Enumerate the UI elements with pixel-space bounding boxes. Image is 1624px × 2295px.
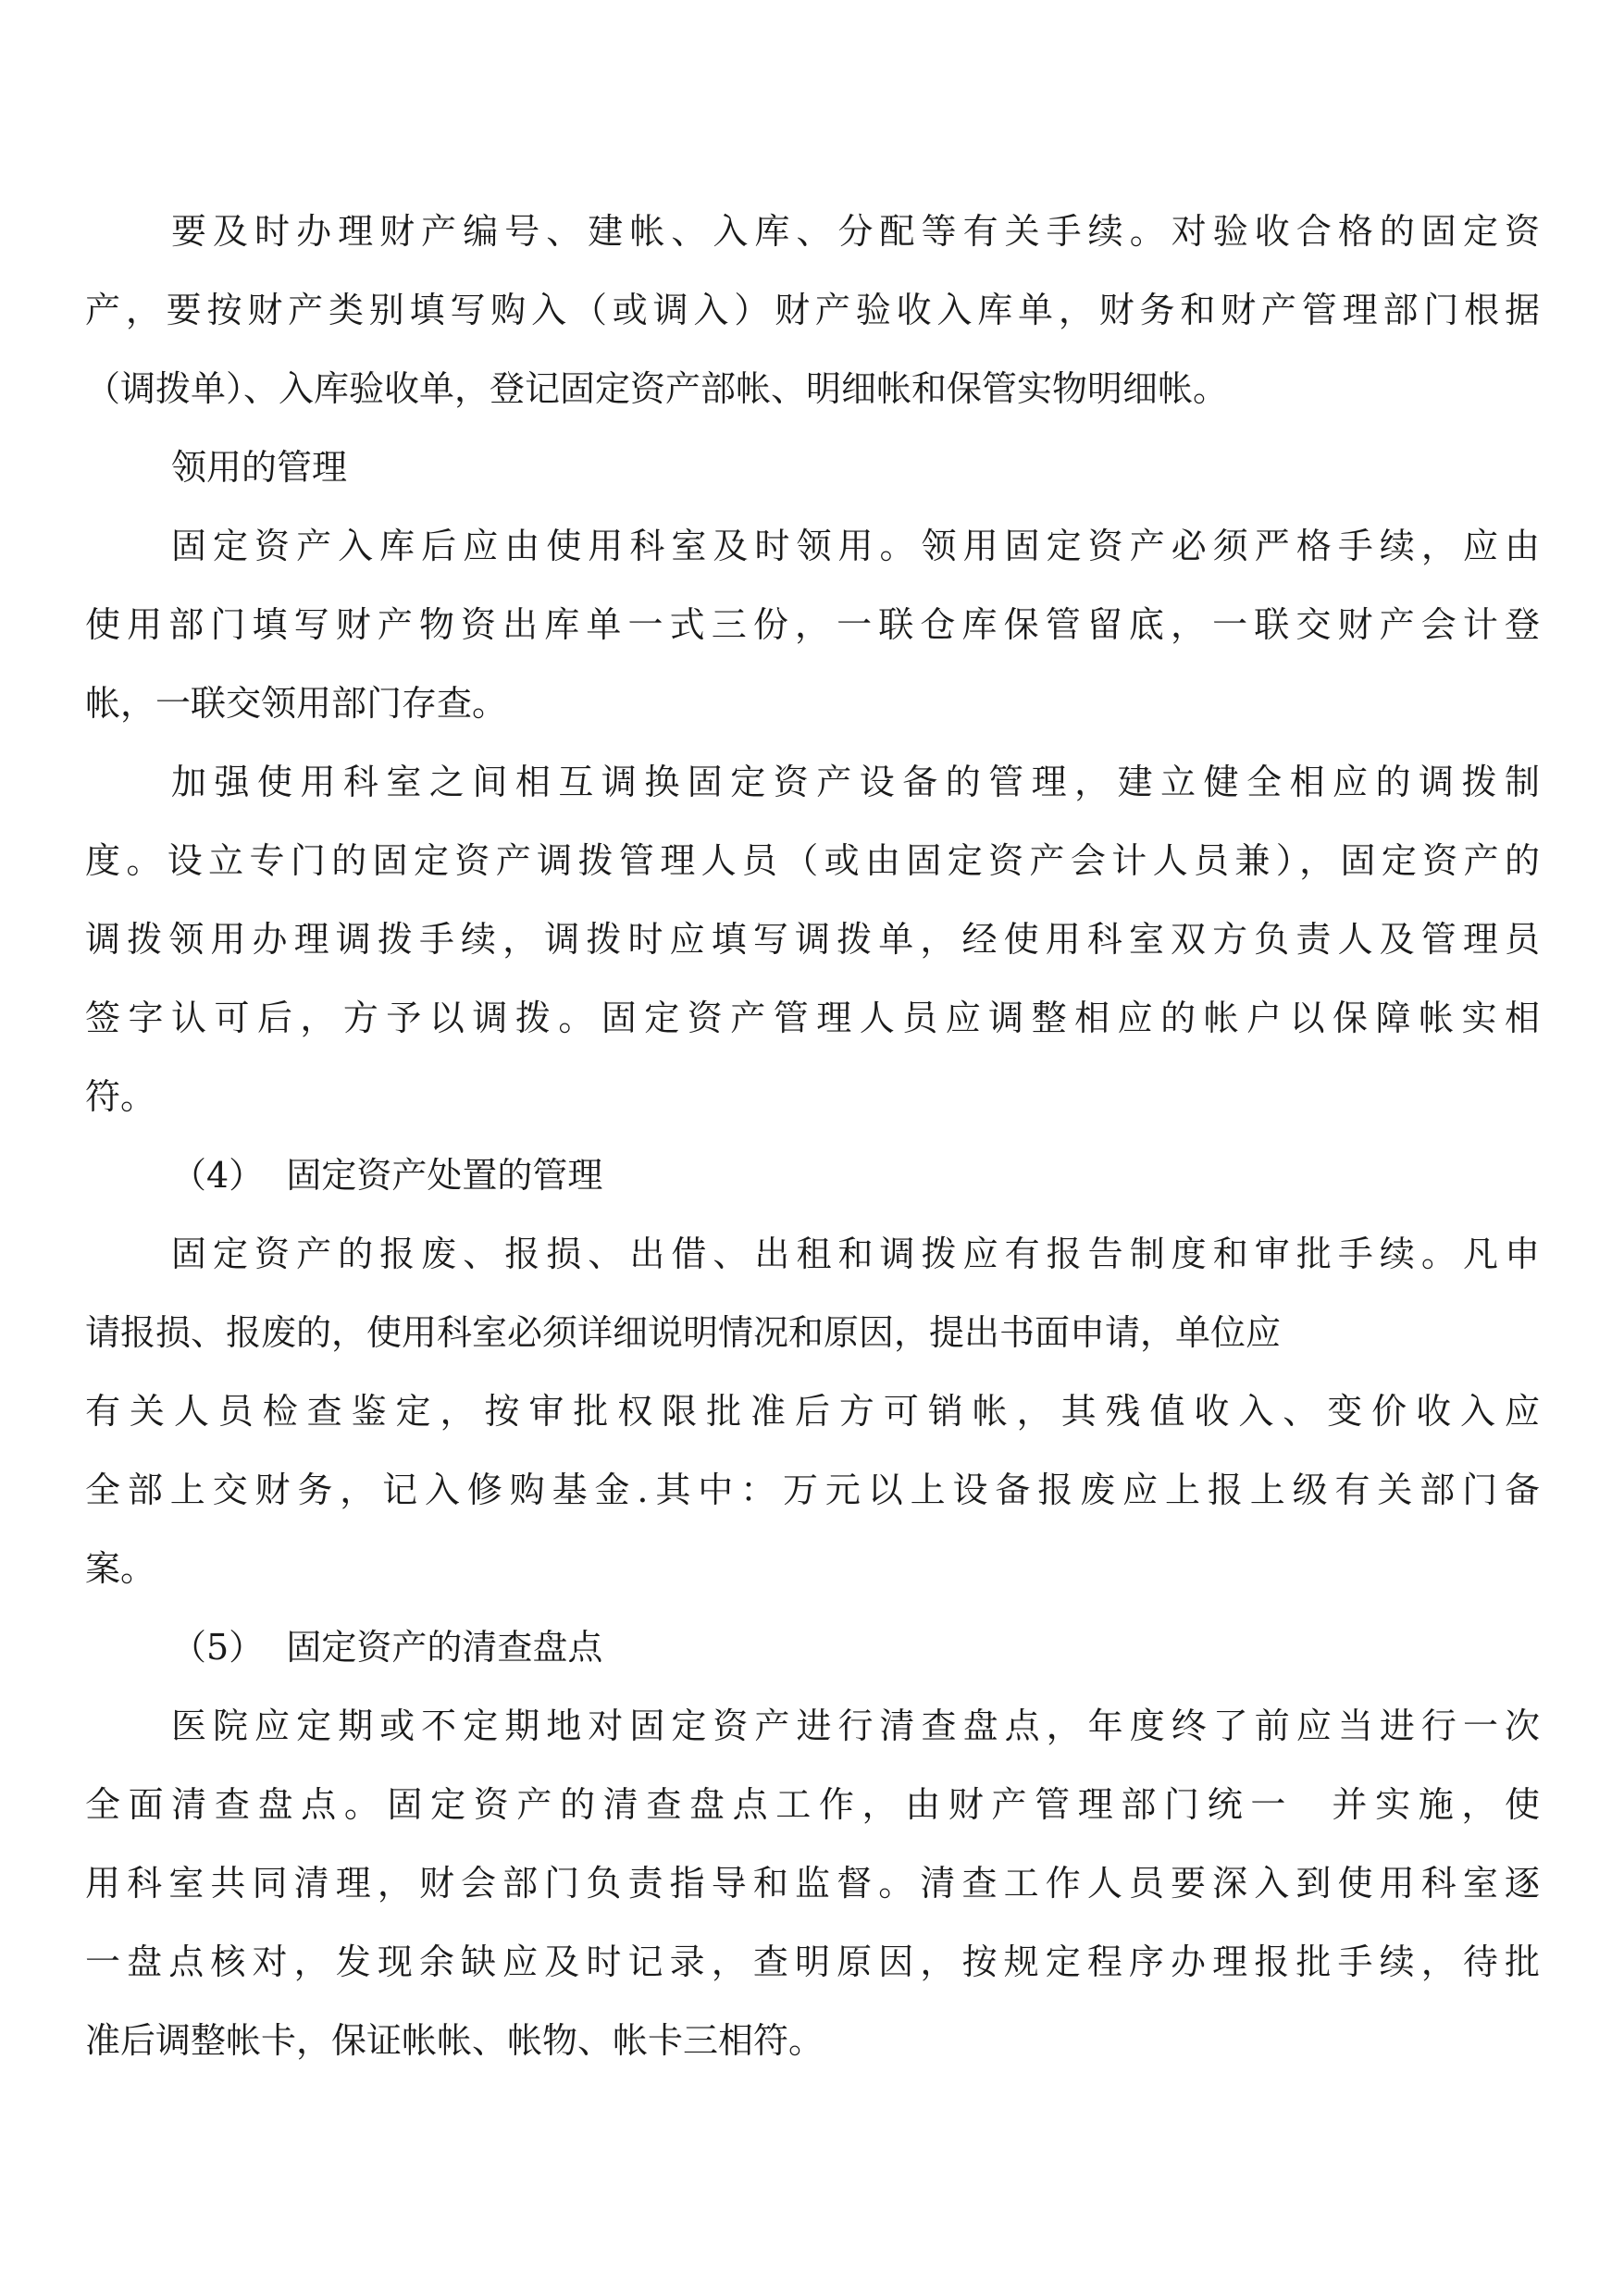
paragraph-line: 案。 — [85, 1548, 156, 1589]
paragraph-line: （调拨单）、入库验收单，登记固定资产部帐、明细帐和保管实物明细帐。 — [85, 368, 1229, 409]
paragraph-line: 产，要按财产类别填写购入（或调入）财产验收入库单，财务和财产管理部门根据 — [85, 290, 1540, 330]
section-heading: （5） 固定资产的清查盘点 — [171, 1627, 603, 1668]
paragraph-line: 有关人员检查鉴定，按审批权限批准后方可销帐，其残值收入、变价收入应 — [85, 1391, 1540, 1432]
paragraph-line: 要及时办理财产编号、建帐、入库、分配等有关手续。对验收合格的固定资 — [171, 211, 1540, 252]
paragraph-line: 帐，一联交领用部门存查。 — [85, 683, 508, 724]
paragraph-line: 加强使用科室之间相互调换固定资产设备的管理，建立健全相应的调拨制 — [171, 762, 1540, 802]
paragraph-line: 度。设立专门的固定资产调拨管理人员（或由固定资产会计人员兼），固定资产的 — [85, 840, 1540, 881]
paragraph-line: 签字认可后，方予以调拨。固定资产管理人员应调整相应的帐户以保障帐实相 — [85, 998, 1540, 1038]
paragraph-line: 请报损、报废的，使用科室必须详细说明情况和原因，提出书面申请，单位应 — [85, 1312, 1282, 1353]
paragraph-line: 用科室共同清理，财会部门负责指导和监督。清查工作人员要深入到使用科室逐 — [85, 1863, 1540, 1904]
section-heading: 领用的管理 — [171, 447, 348, 488]
paragraph-line: 全面清查盘点。固定资产的清查盘点工作，由财产管理部门统一 并实施，使 — [85, 1784, 1540, 1825]
paragraph-line: 固定资产入库后应由使用科室及时领用。领用固定资产必须严格手续，应由 — [171, 526, 1540, 566]
paragraph-line: 固定资产的报废、报损、出借、出租和调拨应有报告制度和审批手续。凡申 — [171, 1234, 1540, 1274]
paragraph-line: 一盘点核对，发现余缺应及时记录，查明原因，按规定程序办理报批手续，待批 — [85, 1941, 1540, 1982]
paragraph-line: 使用部门填写财产物资出库单一式三份，一联仓库保管留底，一联交财产会计登 — [85, 604, 1540, 645]
section-heading: （4） 固定资产处置的管理 — [171, 1155, 603, 1196]
paragraph-line: 调拨领用办理调拨手续，调拨时应填写调拨单，经使用科室双方负责人及管理员 — [85, 919, 1540, 960]
paragraph-line: 医院应定期或不定期地对固定资产进行清查盘点，年度终了前应当进行一次 — [171, 1706, 1540, 1746]
paragraph-line: 符。 — [85, 1076, 156, 1117]
paragraph-line: 全部上交财务，记入修购基金.其中：万元以上设备报废应上报上级有关部门备 — [85, 1470, 1540, 1510]
paragraph-line: 准后调整帐卡，保证帐帐、帐物、帐卡三相符。 — [85, 2020, 824, 2061]
